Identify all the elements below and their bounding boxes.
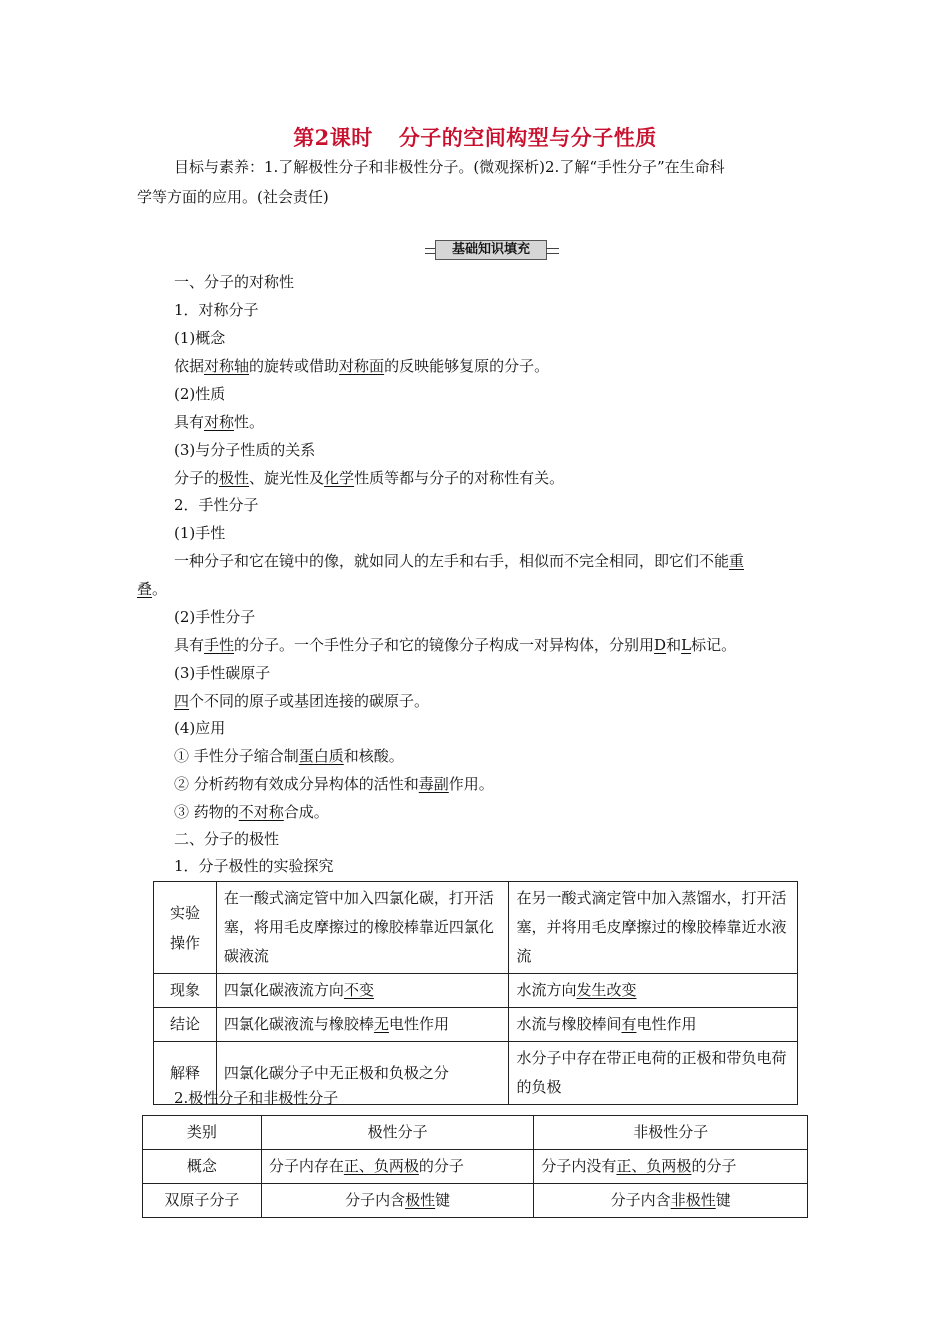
application-item-1: ① 手性分子缩合制蛋白质和核酸。 [174, 747, 404, 765]
column-header-category: 类别 [143, 1116, 262, 1150]
table-cell: 四氯化碳液流方向不变 [216, 974, 509, 1008]
chirality-text-line-2: 叠。 [137, 580, 168, 598]
subsection-chiral-molecule: 2．手性分子 [174, 496, 259, 514]
table-cell: 水分子中存在带正电荷的正极和带负电荷的负极 [509, 1042, 798, 1105]
table-cell: 分子内含非极性键 [534, 1184, 808, 1218]
table-row [143, 1184, 808, 1218]
chiral-molecule-label: (2)手性分子 [174, 608, 256, 626]
table-cell: 在另一酸式滴定管中加入蒸馏水，打开活塞，并将用毛皮摩擦过的橡胶棒靠近水液流 [509, 882, 798, 974]
row-header-operation: 实验 操作 [154, 882, 217, 974]
column-header-nonpolar: 非极性分子 [534, 1116, 808, 1150]
property-text: 具有对称性。 [174, 413, 265, 431]
goals-line-1: 目标与素养：1.了解极性分子和非极性分子。(微观探析)2.了解“手性分子”在生命科 [174, 158, 725, 176]
table-row [154, 1008, 798, 1042]
table-cell: 在一酸式滴定管中加入四氯化碳，打开活塞，将用毛皮摩擦过的橡胶棒靠近四氯化碳液流 [216, 882, 509, 974]
table-cell: 分子内没有正、负两极的分子 [534, 1150, 808, 1184]
row-header-conclusion: 结论 [154, 1008, 217, 1042]
section-1-heading: 一、分子的对称性 [174, 273, 295, 291]
table-cell: 分子内存在正、负两极的分子 [261, 1150, 534, 1184]
page-title: 第2课时 分子的空间构型与分子性质 [293, 125, 657, 150]
application-item-3: ③ 药物的不对称合成。 [174, 803, 329, 821]
subsection-polar-nonpolar: 2.极性分子和非极性分子 [174, 1089, 339, 1107]
subsection-symmetric-molecule: 1．对称分子 [174, 301, 259, 319]
section-banner [425, 240, 559, 260]
row-header-concept: 概念 [143, 1150, 262, 1184]
application-item-2: ② 分析药物有效成分异构体的活性和毒副作用。 [174, 775, 494, 793]
table-cell: 分子内含极性键 [261, 1184, 534, 1218]
chiral-molecule-text: 具有手性的分子。一个手性分子和它的镜像分子构成一对异构体，分别用D和L标记。 [174, 636, 737, 654]
table-row [143, 1150, 808, 1184]
polar-molecule-table [142, 1115, 808, 1218]
table-cell: 水流与橡胶棒间有电性作用 [509, 1008, 798, 1042]
subsection-polarity-experiment: 1．分子极性的实验探究 [174, 857, 334, 875]
concept-text: 依据对称轴的旋转或借助对称面的反映能够复原的分子。 [174, 357, 550, 375]
table-row [143, 1116, 808, 1150]
banner-label: 基础知识填充 [435, 240, 547, 260]
chiral-carbon-label: (3)手性碳原子 [174, 664, 271, 682]
application-label: (4)应用 [174, 719, 226, 737]
table-cell: 水流方向发生改变 [509, 974, 798, 1008]
goals-line-2: 学等方面的应用。(社会责任) [137, 188, 329, 206]
column-header-polar: 极性分子 [261, 1116, 534, 1150]
row-header-phenomenon: 现象 [154, 974, 217, 1008]
section-2-heading: 二、分子的极性 [174, 830, 280, 848]
table-cell: 四氯化碳分子中无正极和负极之分 [216, 1042, 509, 1105]
concept-label: (1)概念 [174, 329, 226, 347]
table-row [154, 882, 798, 974]
row-header-diatomic: 双原子分子 [143, 1184, 262, 1218]
property-label: (2)性质 [174, 385, 226, 403]
polarity-experiment-table [153, 881, 798, 1105]
relation-text: 分子的极性、旋光性及化学性质等都与分子的对称性有关。 [174, 469, 565, 487]
table-row [154, 974, 798, 1008]
chirality-text-line-1: 一种分子和它在镜中的像，就如同人的左手和右手，相似而不完全相同，即它们不能重 [174, 552, 745, 570]
relation-label: (3)与分子性质的关系 [174, 441, 316, 459]
chirality-label: (1)手性 [174, 524, 226, 542]
chiral-carbon-text: 四个不同的原子或基团连接的碳原子。 [174, 692, 430, 710]
row-header-explanation: 解释 [154, 1042, 217, 1105]
table-cell: 四氯化碳液流与橡胶棒无电性作用 [216, 1008, 509, 1042]
